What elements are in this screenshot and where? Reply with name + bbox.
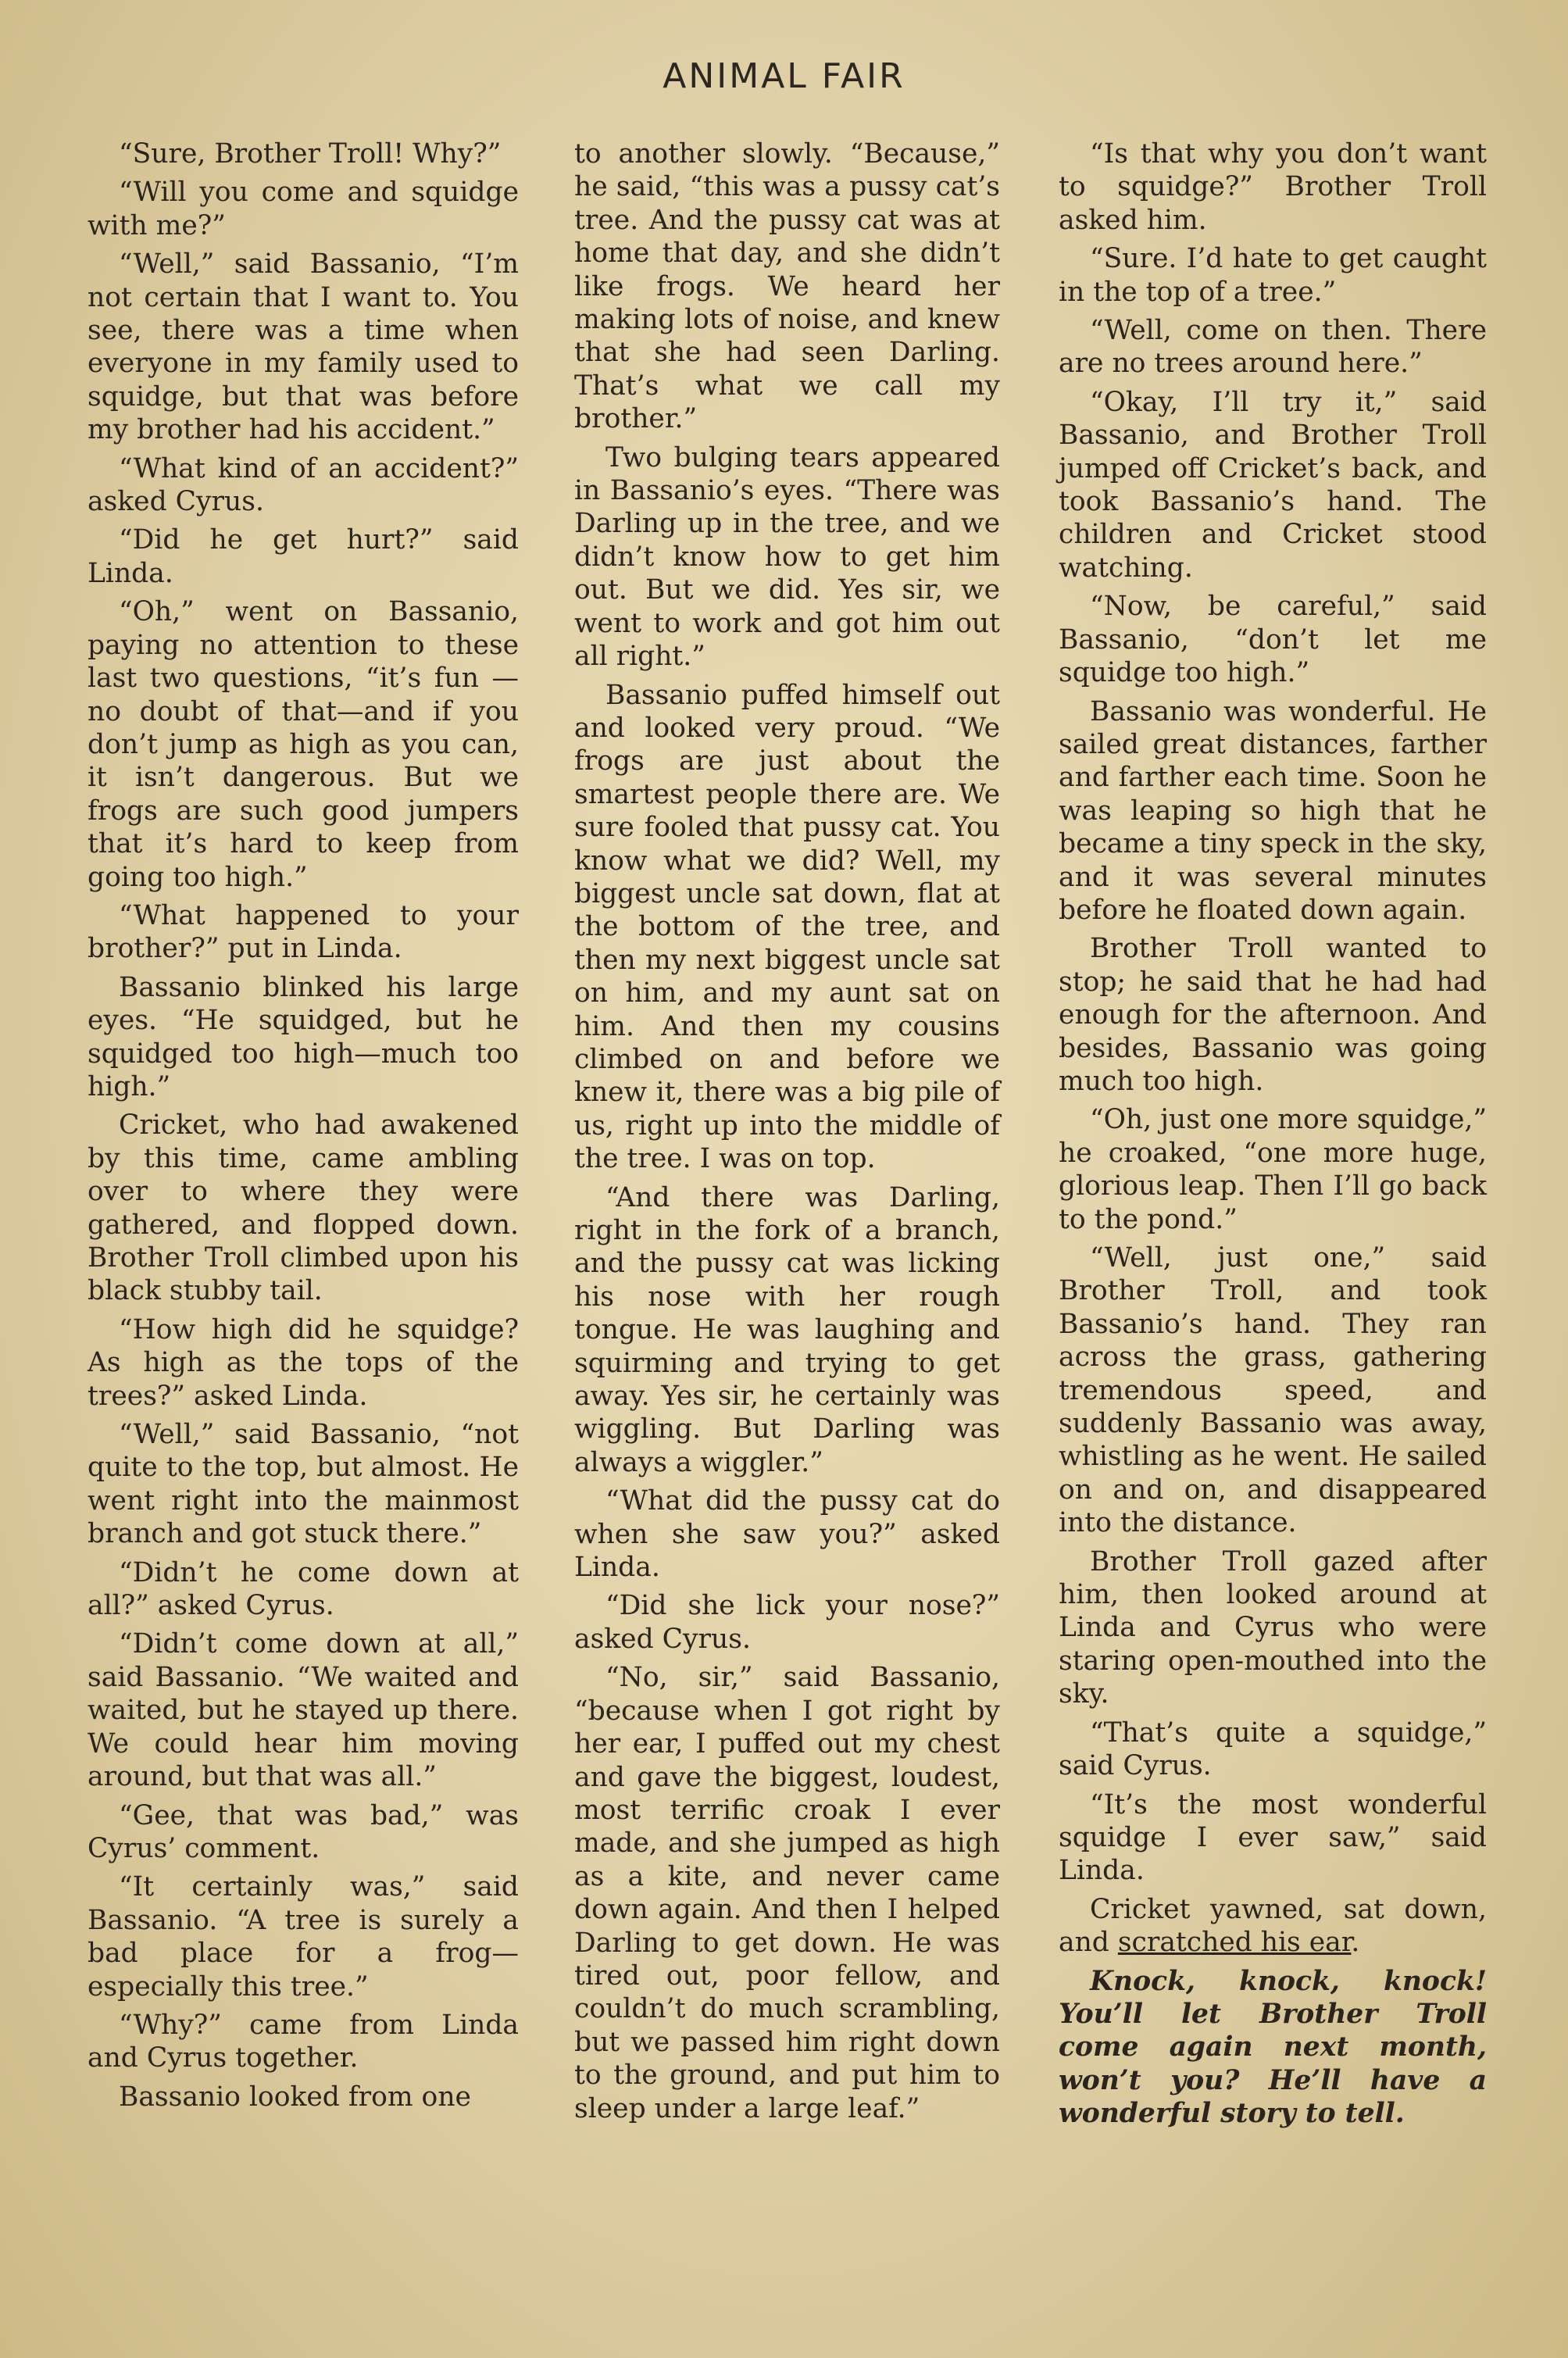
paragraph: “And there was Darling, right in the fork of a branch, and the pussy cat was licking his nose with her rough tongue. He was laughing and squirming and trying to get away. Yes sir, he certainly was wiggling. But Darling was always a wiggler.”: [574, 1181, 1000, 1478]
paragraph: Bassanio puffed himself out and looked very proud. “We frogs are just about the smartest people there are. We sure fooled that pussy cat. You know what we did? Well, my biggest uncle sat down, flat at the bottom of the tree, and then my next biggest uncle sat on him, and my aunt sat on him. And then my cousins climbed on and before we knew it, there was a big pile of us, right up into the middle of the tree. I was on top.: [574, 679, 1000, 1175]
paragraph: Two bulging tears appeared in Bassanio’s eyes. “There was Darling up in the tree, and we didn’t know how to get him out. But we did. Yes sir, we went to work and got him out all right.”: [574, 441, 1000, 673]
paragraph: “How high did he squidge? As high as the tops of the trees?” asked Linda.: [88, 1313, 519, 1412]
paragraph: “It’s the most wonderful squidge I ever saw,” said Linda.: [1059, 1788, 1487, 1887]
story-column-1: [88, 138, 519, 2119]
paragraph: “What kind of an accident?” asked Cyrus.: [88, 452, 519, 518]
paragraph: Bassanio blinked his large eyes. “He squidged, but he squidged too high—much too high.”: [88, 971, 519, 1102]
paragraph: Cricket, who had awakened by this time, came ambling over to where they were gathered, and flopped down. Brother Troll climbed upon his black stubby tail.: [88, 1109, 519, 1307]
paragraph: “Well, just one,” said Brother Troll, and took Bassanio’s hand. They ran across the grass, gathering tremendous speed, and suddenly Bassanio was away, whistling as he went. He sailed on and on, and disappeared into the distance.: [1059, 1242, 1487, 1539]
paragraph: “Sure. I’d hate to get caught in the top of a tree.”: [1059, 243, 1487, 308]
paragraph: “Did he get hurt?” said Linda.: [88, 524, 519, 589]
paragraph: “Why?” came from Linda and Cyrus together.: [88, 2009, 519, 2074]
paragraph: “Oh,” went on Bassanio, paying no attention to these last two questions, “it’s fun —no doubt of that—and if you don’t jump as high as you can, it isn’t dangerous. But we frogs are such good jumpers that it’s hard to keep from going too high.”: [88, 596, 519, 893]
paragraph: “That’s quite a squidge,” said Cyrus.: [1059, 1717, 1487, 1782]
paragraph: “Now, be careful,” said Bassanio, “don’t let me squidge too high.”: [1059, 591, 1487, 689]
cricket-text: Cricket yawned, sat down, and: [1059, 1893, 1487, 1959]
paragraph: Bassanio looked from one: [119, 2081, 471, 2113]
paragraph: “No, sir,” said Bassanio, “because when I got right by her ear, I puffed out my chest and gave the biggest, loudest, most terrific croak I ever made, and she jumped as high as a kite, and never came down again. And then I helped Darling to get down. He was tired out, poor fellow, and couldn’t do much scrambling, but we passed him right down to the ground, and put him to sleep under a large leaf.”: [574, 1662, 1000, 2124]
closing-note: Knock, knock, knock! You’ll let Brother Troll come again next month, won’t you? He’ll have a wonderful story to tell.: [1059, 1965, 1487, 2130]
paragraph: “Well,” said Bassanio, “not quite to the top, but almost. He went right into the mainmost branch and got stuck there.”: [88, 1419, 519, 1550]
paragraph: “Is that why you don’t want to squidge?” Brother Troll asked him.: [1059, 138, 1487, 236]
paragraph: “It certainly was,” said Bassanio. “A tree is surely a bad place for a frog—especially this tree.”: [88, 1871, 519, 2003]
paragraph: “Didn’t he come down at all?” asked Cyrus.: [88, 1556, 519, 1622]
paragraph: “Okay, I’ll try it,” said Bassanio, and Brother Troll jumped off Cricket’s back, and took Bassanio’s hand. The children and Cricket stood watching.: [1059, 386, 1487, 584]
paragraph: to another slowly. “Because,” he said, “this was a pussy cat’s tree. And the pussy cat was at home that day, and she didn’t like frogs. We heard her making lots of noise, and knew that she had seen Darling. That’s what we call my brother.”: [574, 138, 1000, 435]
paragraph: “Oh, just one more squidge,” he croaked, “one more huge, glorious leap. Then I’ll go back to the pond.”: [1059, 1104, 1487, 1235]
cricket-end: .: [1351, 1927, 1360, 1959]
paragraph: “Did she lick your nose?” asked Cyrus.: [574, 1590, 1000, 1655]
cricket-paragraph: [1059, 1893, 1487, 1960]
paragraph: “What happened to your brother?” put in Linda.: [88, 899, 519, 965]
paragraph: “Well,” said Bassanio, “I’m not certain that I want to. You see, there was a time when everyone in my family used to squidge, but that was before my brother had his accident.”: [88, 248, 519, 446]
underlined-phrase: scratched his ear: [1117, 1927, 1352, 1959]
paragraph: “Will you come and squidge with me?”: [88, 177, 519, 241]
story-column-3: [1059, 138, 1487, 2136]
paragraph: “Sure, Brother Troll! Why?”: [119, 138, 502, 170]
page-header: ANIMAL FAIR: [663, 56, 905, 96]
paragraph: “Didn’t come down at all,” said Bassanio. “We waited and waited, but he stayed up there. We could hear him moving around, but that was all.”: [88, 1628, 519, 1793]
paragraph: “Well, come on then. There are no trees around here.”: [1059, 315, 1487, 380]
story-column-2: [574, 138, 1000, 2131]
paragraph: Brother Troll wanted to stop; he said that he had had enough for the afternoon. And besides, Bassanio was going much too high.: [1059, 933, 1487, 1097]
paragraph: Brother Troll gazed after him, then looked around at Linda and Cyrus who were staring open-mouthed into the sky.: [1059, 1545, 1487, 1710]
paragraph: “Gee, that was bad,” was Cyrus’ comment.: [88, 1799, 519, 1864]
paragraph: “What did the pussy cat do when she saw you?” asked Linda.: [574, 1485, 1000, 1584]
paragraph: Bassanio was wonderful. He sailed great distances, farther and farther each time. Soon he was leaping so high that he became a tiny speck in the sky, and it was several minutes before he floated down again.: [1059, 695, 1487, 926]
